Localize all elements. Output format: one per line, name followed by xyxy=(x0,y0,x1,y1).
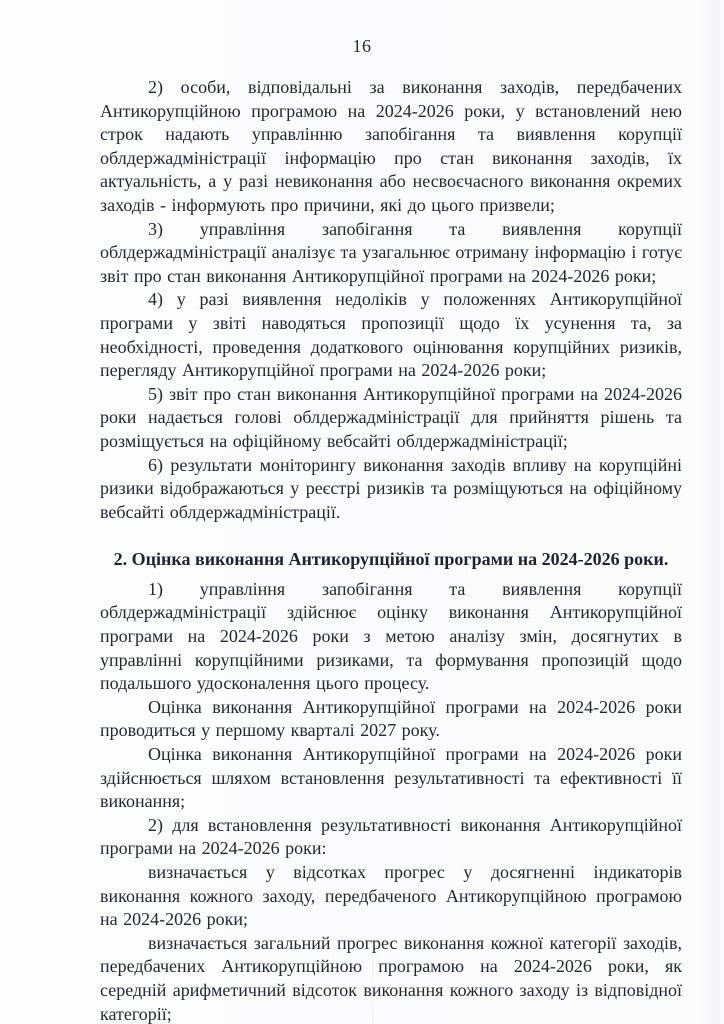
page-number: 16 xyxy=(352,36,372,56)
paragraph-monitoring-item-3: 3) управління запобігання та виявлення корупції облдержадміністрації аналізує та узагальнює отриману інформацію і готує звіт про стан виконання Антикорупційної програми на 2024-2026 роки; xyxy=(100,218,682,286)
paragraph-monitoring-item-5: 5) звіт про стан виконання Антикорупційної програми на 2024-2026 роки надається голові облдержадміністрації для прийняття рішень та розміщується на офіційному вебсайті облдержадміністрації; xyxy=(100,383,682,451)
paragraph-progress-categories: визначається загальний прогрес виконання кожної категорії заходів, передбачених Антикорупційною програмою на 2024-2026 роки, як середній арифметичний відсоток виконання кожного заходу із відповідної категорії; xyxy=(100,932,682,1024)
paragraph-progress-indicators: визначається у відсотках прогрес у досягненні індикаторів виконання кожного заходу, передбаченого Антикорупційною програмою на 2024-2026 роки; xyxy=(100,862,682,930)
paragraph-monitoring-item-6: 6) результати моніторингу виконання заходів впливу на корупційні ризики відображаються у реєстрі ризиків та розміщуються на офіційному вебсайті облдержадміністрації. xyxy=(100,454,682,522)
document-body xyxy=(100,76,682,1024)
section-heading-evaluation: 2. Оцінка виконання Антикорупційної програми на 2024-2026 роки. xyxy=(113,549,669,570)
paragraph-evaluation-item-1: 1) управління запобігання та виявлення корупції облдержадміністрації здійснює оцінку виконання Антикорупційної програми на 2024-2026 роки з метою аналізу змін, досягнутих в управлінні корупційними ризиками, та формування пропозицій щодо подальшого удосконалення цього процесу. xyxy=(100,578,682,694)
paragraph-monitoring-item-4: 4) у разі виявлення недоліків у положеннях Антикорупційної програми у звіті наводяться пропозиції щодо їх усунення та, за необхідності, проведення додаткового оцінювання корупційних ризиків, перегляду Антикорупційної програми на 2024-2026 роки; xyxy=(100,289,682,381)
paragraph-evaluation-method: Оцінка виконання Антикорупційної програми на 2024-2026 роки здійснюється шляхом встановлення результативності та ефективності її виконання; xyxy=(100,744,682,812)
paragraph-evaluation-item-2: 2) для встановлення результативності виконання Антикорупційної програми на 2024-2026 роки: xyxy=(100,814,682,859)
paragraph-monitoring-item-2: 2) особи, відповідальні за виконання заходів, передбачених Антикорупційною програмою на 2024-2026 роки, у встановлений нею строк надають управлінню запобігання та виявлення корупції облдержадміністрації інформацію про стан виконання заходів, їх актуальність, а у разі невиконання або несвоєчасного виконання окремих заходів - інформують про причини, які до цього призвели; xyxy=(100,77,682,215)
paragraph-evaluation-timing: Оцінка виконання Антикорупційної програми на 2024-2026 роки проводиться у першому кварталі 2027 року. xyxy=(100,696,682,741)
